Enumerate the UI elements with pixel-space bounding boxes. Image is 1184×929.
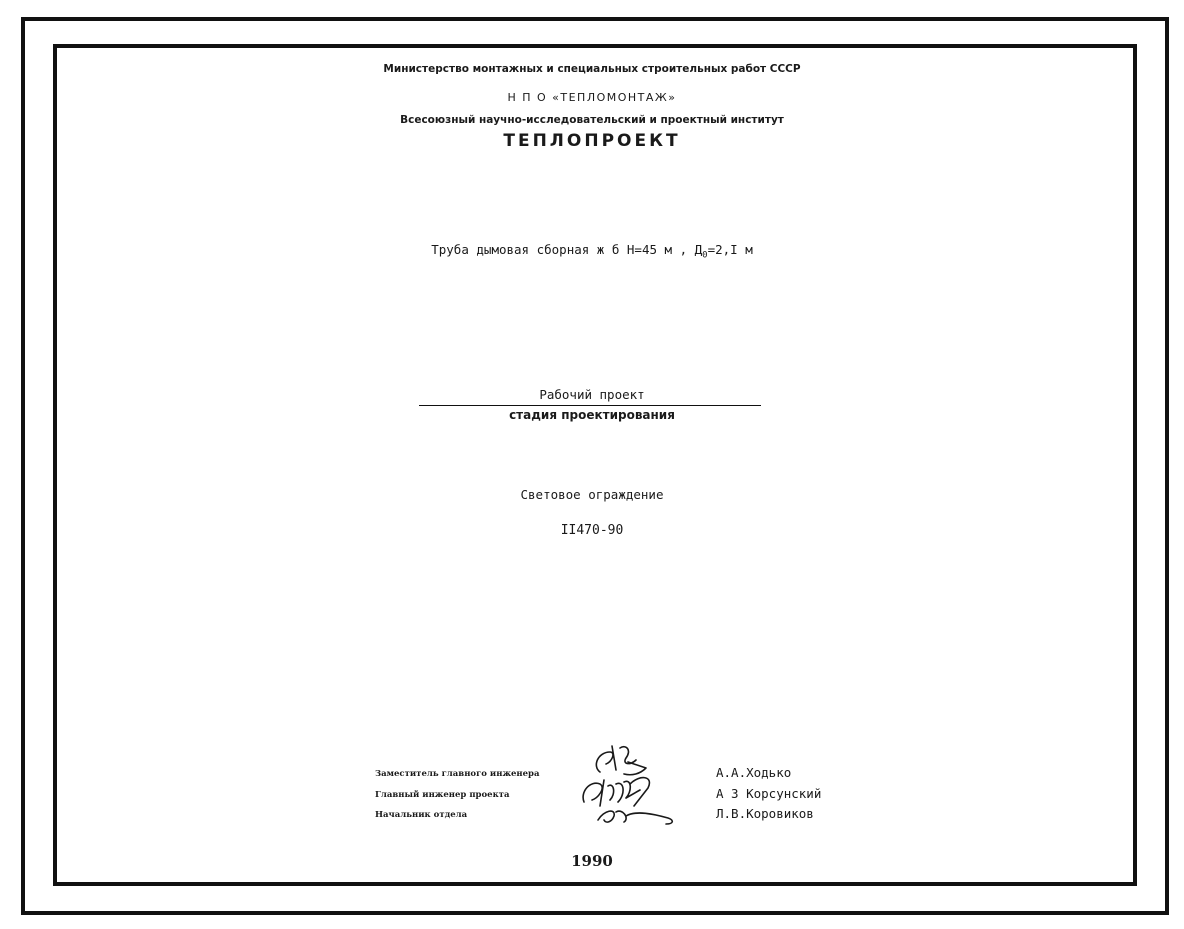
stage-value: Рабочий проект [539, 387, 645, 402]
ministry-heading: Министерство монтажных и специальных строительных работ СССР [383, 63, 801, 75]
document-number: II470-90 [560, 523, 624, 538]
project-subject [0, 242, 1184, 261]
npo-heading: Н П О «ТЕПЛОМОНТАЖ» [507, 91, 677, 104]
stage-rule [419, 405, 761, 406]
person-chief-project-engineer: А З Корсунский [716, 786, 822, 801]
institute-description: Всесоюзный научно-исследовательский и проектный институт [400, 114, 784, 126]
subject-text: Труба дымовая сборная ж б Н=45 м , Д [431, 242, 703, 257]
role-deputy-chief-engineer: Заместитель главного инженера [375, 769, 540, 779]
document-year: 1990 [571, 852, 613, 870]
section-title: Световое ограждение [520, 487, 664, 502]
role-department-head: Начальник отдела [375, 810, 468, 820]
institute-name: ТЕПЛОПРОЕКТ [503, 131, 681, 151]
subject-tail: =2,I м [707, 242, 753, 257]
subject-subscript: 0 [702, 250, 708, 261]
role-chief-project-engineer: Главный инженер проекта [375, 790, 510, 800]
person-deputy-chief-engineer: А.А.Ходько [716, 765, 792, 780]
person-department-head: Л.В.Коровиков [716, 806, 814, 821]
handwritten-signatures [570, 740, 690, 830]
stage-caption: стадия проектирования [509, 408, 675, 422]
